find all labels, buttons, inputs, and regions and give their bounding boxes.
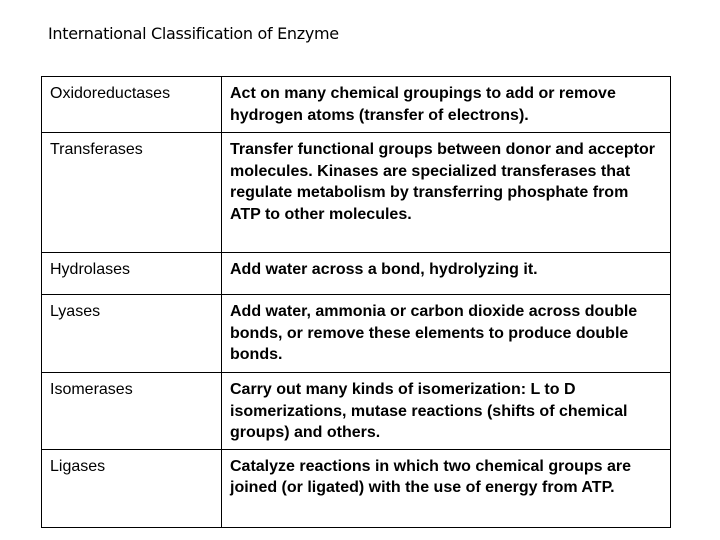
table-row	[42, 253, 671, 295]
enzyme-class-name: Ligases	[42, 449, 222, 527]
table-row	[42, 373, 671, 450]
enzyme-class-description: Carry out many kinds of isomerization: L to D isomerizations, mutase reactions (shifts of chemical groups) and others.	[222, 373, 671, 450]
table-row	[42, 77, 671, 133]
enzyme-class-name: Lyases	[42, 295, 222, 373]
table-row	[42, 133, 671, 253]
table-row	[42, 449, 671, 527]
enzyme-class-description: Add water across a bond, hydrolyzing it.	[222, 253, 671, 295]
enzyme-class-name: Oxidoreductases	[42, 77, 222, 133]
table-row	[42, 295, 671, 373]
page-title: International Classification of Enzyme	[48, 24, 339, 43]
enzyme-class-name: Hydrolases	[42, 253, 222, 295]
enzyme-classification-table	[41, 76, 671, 528]
enzyme-class-description: Act on many chemical groupings to add or remove hydrogen atoms (transfer of electrons).	[222, 77, 671, 133]
enzyme-class-description: Add water, ammonia or carbon dioxide across double bonds, or remove these elements to produce double bonds.	[222, 295, 671, 373]
enzyme-class-name: Transferases	[42, 133, 222, 253]
enzyme-class-name: Isomerases	[42, 373, 222, 450]
enzyme-class-description: Catalyze reactions in which two chemical groups are joined (or ligated) with the use of energy from ATP.	[222, 449, 671, 527]
enzyme-class-description: Transfer functional groups between donor and acceptor molecules. Kinases are specialized transferases that regulate metabolism by transferring phosphate from ATP to other molecules.	[222, 133, 671, 253]
